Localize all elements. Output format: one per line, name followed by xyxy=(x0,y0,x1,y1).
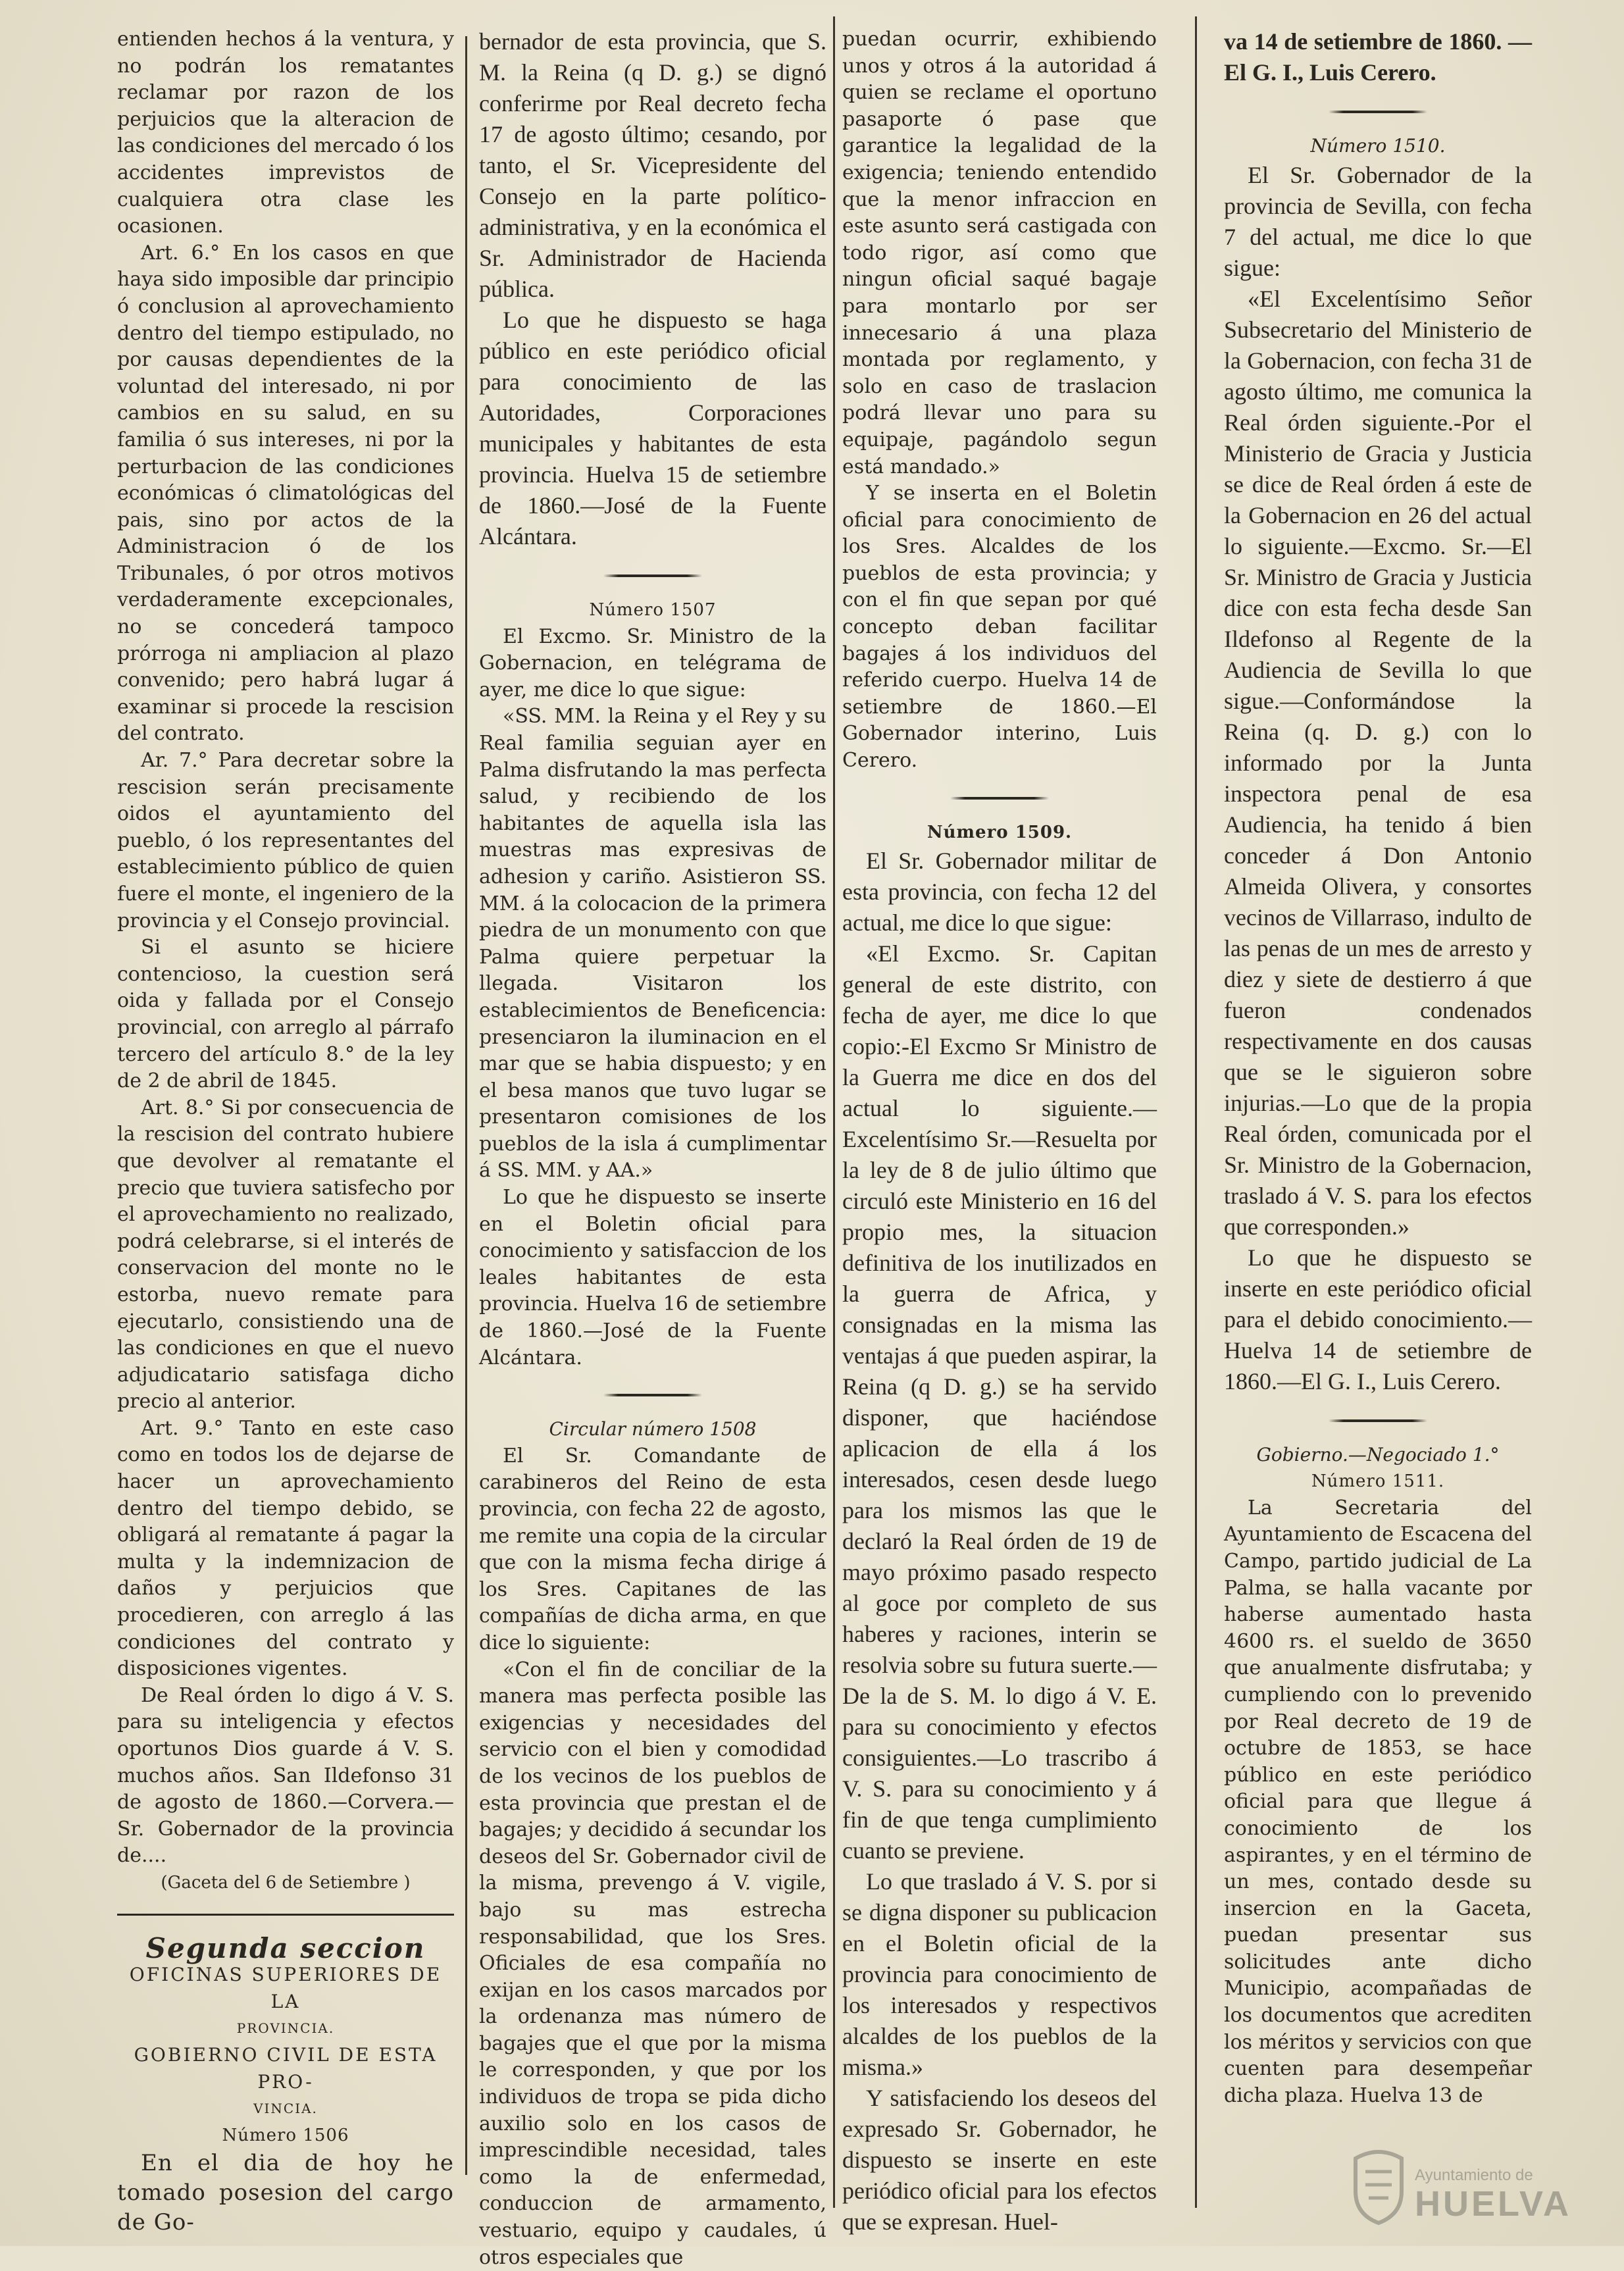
column-3 xyxy=(842,26,1157,2235)
watermark-line-2: HUELVA xyxy=(1415,2184,1571,2224)
section-divider xyxy=(117,1914,454,1916)
article-8: Art. 8.° Si por consecuencia de la rescision del contrato hubiere que devolver al rematante el precio que tuviera satisfecho por el aprovechamiento no realizado, podrá celebrarse, si el interés de conservacion del monte no le estorba, nuevo remate para ejecutarlo, consistiendo una de las condiciones en que el nuevo adjudicatario satisfaga dicho precio al anterior. xyxy=(117,1096,454,1414)
column-rule xyxy=(833,16,835,2208)
paragraph: bernador de esta provincia, que S. M. la Reina (q D. g.) se dignó conferirme por Real decreto fecha 17 de agosto último; cesando, por tanto, el Sr. Vicepresidente del Consejo en la parte político-administrativa, y en la económica el Sr. Administrador de Hacienda pública. xyxy=(479,28,826,302)
notice-number: Número 1511. xyxy=(1311,1471,1445,1492)
watermark-logo xyxy=(1349,2145,1612,2237)
gazette-citation: (Gaceta del 6 de Setiembre ) xyxy=(161,1872,411,1893)
crest-icon xyxy=(1349,2145,1408,2224)
office-subheading: PROVINCIA. xyxy=(236,2020,335,2037)
paragraph: Lo que he dispuesto se inserte en el Boletin oficial para conocimiento y satisfaccion de los leales habitantes de esta provincia. Huelva 16 de setiembre de 1860.—José de la Fuente Alcántara. xyxy=(479,1186,826,1369)
paragraph: Si el asunto se hiciere contencioso, la cuestion será oida y fallada por el Consejo provincial, con arreglo al párrafo tercero del artículo 8.° de la ley de 2 de abril de 1845. xyxy=(117,936,454,1093)
paragraph: Y satisfaciendo los deseos del expresado Sr. Gobernador, he dispuesto se inserte en este periódico oficial para los efectos que se expresan. Huel- xyxy=(842,2085,1157,2235)
ornament-divider xyxy=(1329,111,1427,113)
notice-number: Número 1507 xyxy=(589,600,717,620)
article-6: Art. 6.° En los casos en que haya sido imposible dar principio ó conclusion al aprovechamiento dentro del tiempo estipulado, no por causas dependientes de la voluntad del interesado, ni por cambios en su salud, en su familia ó sus intereses, ni por la perturbacion de las condiciones económicas ó climatológicas del pais, sino por actos de la Administracion ó de los Tribunales, ó por otros motivos verdaderamente excepcionales, no se concederá tampoco prórroga ni ampliacion al plazo convenido; pero habrá lugar á examinar si procede la rescision del contrato. xyxy=(117,241,454,746)
circular-quote: «Con el fin de conciliar de la manera mas perfecta posible las exigencias y necesidades del servicio con el bien y comodidad de los vecinos de los pueblos de esta provincia que prestan el de bagajes; y decidido á secundar los deseos del Sr. Gobernador civil de la misma, prevengo á V. vigile, bajo su mas estrecha responsabilidad, que los Sres. Oficiales de esa compañía no exijan en los casos marcados por la ordenanza mas número de bagajes que el que por la misma le corresponden, y que por los individuos de tropa se pida dicho auxilio solo en los casos de imprescindible necesidad, tales como la de enfermedad, conduccion de armamento, vestuario, equipo y caudales, ú otros especiales que xyxy=(479,1658,826,2269)
paragraph: El Sr. Comandante de carabineros del Reino de esta provincia, con fecha 22 de agosto, me remite una copia de la circular que con la misma fecha dirige á los Sres. Capitanes de las compañías de dicha arma, en que dice lo siguiente: xyxy=(479,1444,826,1654)
paragraph: Y se inserta en el Boletin oficial para conocimiento de los Sres. Alcaldes de los pueblos de esta provincia; y con el fin que sepan por qué concepto deban facilitar bagajes á los individuos del referido cuerpo. Huelva 14 de setiembre de 1860.—El Gobernador interino, Luis Cerero. xyxy=(842,482,1157,773)
paragraph: La Secretaria del Ayuntamiento de Escacena del Campo, partido judicial de La Palma, se halla vacante por haberse aumentado hasta 4600 rs. el sueldo de 3650 que anualmente disfrutaba; y cumpliendo con lo prevenido por Real decreto de 19 de octubre de 1853, se hace público en este periódico oficial para que llegue á conocimiento de los aspirantes, y en el término de un mes, contado desde su insercion en la Gaceta, puedan presentar sus solicitudes ante dicho Municipio, acompañadas de los documentos que acrediten los méritos y servicios con que cuenten para desempeñar dicha plaza. Huelva 13 de xyxy=(1224,1496,1532,2107)
ornament-divider xyxy=(1329,1419,1427,1422)
watermark-line-1: Ayuntamiento de xyxy=(1415,2166,1533,2184)
paragraph: Lo que he dispuesto se haga público en este periódico oficial para conocimiento de las Autoridades, Corporaciones municipales y habitantes de esta provincia. Huelva 15 de setiembre de 1860.—José de la Fuente Alcántara. xyxy=(479,307,826,549)
government-subheading: VINCIA. xyxy=(253,2101,318,2117)
paragraph: Lo que he dispuesto se inserte en este periódico oficial para el debido conocimiento.—Huelva 14 de setiembre de 1860.—El G. I., Luis Cerero. xyxy=(1224,1244,1532,1394)
article-9: Art. 9.° Tanto en este caso como en todos los de dejarse de hacer un aprovechamiento dentro del tiempo debido, se obligará al rematante á pagar la multa y la indemnizacion de daños y perjuicios que procedieren, con arreglo á las condiciones del contrato y disposiciones vigentes. xyxy=(117,1416,454,1681)
column-4 xyxy=(1224,26,1532,2218)
article-7: Ar. 7.° Para decretar sobre la rescision serán precisamente oidos el ayuntamiento del pueblo, ó los representantes del establecimiento público de quien fuere el monte, el ingeniero de la provincia y el Consejo provincial. xyxy=(117,749,454,932)
notice-number: Número 1506 xyxy=(222,2125,349,2145)
signature-line: va 14 de setiembre de 1860. —El G. I., Luis Cerero. xyxy=(1224,28,1532,86)
royal-order-quote: «El Excelentísimo Señor Subsecretario del Ministerio de la Gobernacion, con fecha 31 de agosto último, me comunica la Real órden siguiente.-Por el Ministerio de Gracia y Justicia se dice de Real órden á este de la Gobernacion en 26 del actual lo siguiente.—Excmo. Sr.—El Sr. Ministro de Gracia y Justicia dice con esta fecha desde San Ildefonso al Regente de la Audiencia de Sevilla lo que sigue.—Conformándose la Reina (q. D. g.) con lo informado por la Junta inspectora penal de esa Audiencia, ha tenido á bien conceder á Don Antonio Almeida Olivera, y consortes vecinos de Villarraso, indulto de las penas de un mes de arresto y diez y siete de destierro á que fueron condenados respectivamente en dos causas que se le siguieron sobre injurias.—Lo que de la propia Real órden, comunicada por el Sr. Ministro de la Gobernacion, traslado á V. S. para los efectos que corresponden.» xyxy=(1224,285,1532,1240)
notice-lead: En el dia de hoy he tomado posesion del cargo de Go- xyxy=(117,2150,454,2236)
paragraph: El Sr. Gobernador militar de esta provincia, con fecha 12 del actual, me dice lo que sigue: xyxy=(842,848,1157,936)
paragraph: puedan ocurrir, exhibiendo unos y otros á la autoridad á quien se reclame el oportuno pasaporte ó pase que garantice la legalidad de la exigencia; teniendo entendido que la menor infraccion en este asunto será castigada con todo rigor, así como que ningun oficial saqué bagaje para montarlo por ser innecesario á una plaza montada por reglamento, y solo en caso de traslacion podrá llevar uno para su equipaje, pagándolo segun está mandado.» xyxy=(842,28,1157,478)
paragraph: El Sr. Gobernador de la provincia de Sevilla, con fecha 7 del actual, me dice lo que sigue: xyxy=(1224,161,1532,281)
ornament-divider xyxy=(603,1394,702,1396)
department-heading: Gobierno.—Negociado 1.° xyxy=(1256,1443,1500,1466)
military-quote: «El Excmo. Sr. Capitan general de este distrito, con fecha de ayer, me dice lo que copio:-El Excmo Sr Ministro de la Guerra me dice en dos del actual lo siguiente.—Excelentísimo Sr.—Resuelta por la ley de 8 de julio último que circuló este Ministerio en 16 del propio mes, la situacion definitiva de los inutilizados en la guerra de Africa, y consignadas en la misma las ventajas á que pueden aspirar, la Reina (q D. g.) se ha servido disponer, que haciéndose aplicacion de ella á los interesados, cesen desde luego para los mismos las que le declaró la Real órden de 19 de mayo próximo pasado respecto al goce por completo de sus haberes y raciones, interin se resolvia sobre su futura suerte.—De la de S. M. lo digo á V. E. para su conocimiento y efectos consiguientes.—Lo trascribo á V. S. para su conocimiento y á fin de que tenga cumplimiento cuanto se previene. xyxy=(842,940,1157,1864)
column-rule xyxy=(465,36,467,2175)
paragraph: Lo que traslado á V. S. por si se digna disponer su publicacion en el Boletin oficial de la provincia para conocimiento de los interesados y respectivos alcaldes de los pueblos de la misma.» xyxy=(842,1868,1157,2081)
ornament-divider xyxy=(950,797,1049,800)
ornament-divider xyxy=(603,574,702,577)
closing-paragraph: De Real órden lo digo á V. S. para su inteligencia y efectos oportunos Dios guarde á V. S. muchos años. San Ildefonso 31 de agosto de 1860.—Corvera.—Sr. Gobernador de la provincia de.... xyxy=(117,1683,454,1868)
circular-number: Circular número 1508 xyxy=(549,1418,757,1441)
telegram-quote: «SS. MM. la Reina y el Rey y su Real familia seguian ayer en Palma disfrutando la mas perfecta salud, y recibiendo de los habitantes de aquella isla las muestras mas expresivas de adhesion y cariño. Asistieron SS. MM. á la colocacion de la primera piedra de un monumento con que Palma quiere perpetuar la llegada. Visitaron los establecimientos de Beneficencia: presenciaron la iluminacion en el mar que se habia dispuesto; y en el besa manos que tuvo lugar se presentaron comisiones de los pueblos de la isla á cumplimentar á SS. MM. y AA.» xyxy=(479,705,826,1183)
office-heading: OFICINAS SUPERIORES DE LA xyxy=(129,1964,442,2012)
column-1 xyxy=(117,26,454,2236)
column-rule xyxy=(1195,16,1197,2208)
paragraph: entienden hechos á la ventura, y no podrán los rematantes reclamar por razon de los perjuicios que la alteracion de las condiciones del mercado ó los accidentes imprevistos de cualquiera otra clase les ocasionen. xyxy=(117,28,454,238)
government-heading: GOBIERNO CIVIL DE ESTA PRO- xyxy=(134,2043,438,2093)
column-2 xyxy=(479,26,826,2269)
paragraph: El Excmo. Sr. Ministro de la Gobernacion, en telégrama de ayer, me dice lo que sigue: xyxy=(479,625,826,702)
section-heading: Segunda seccion xyxy=(145,1931,426,1964)
notice-number: Número 1509. xyxy=(926,822,1073,842)
notice-number: Número 1510. xyxy=(1310,135,1446,157)
